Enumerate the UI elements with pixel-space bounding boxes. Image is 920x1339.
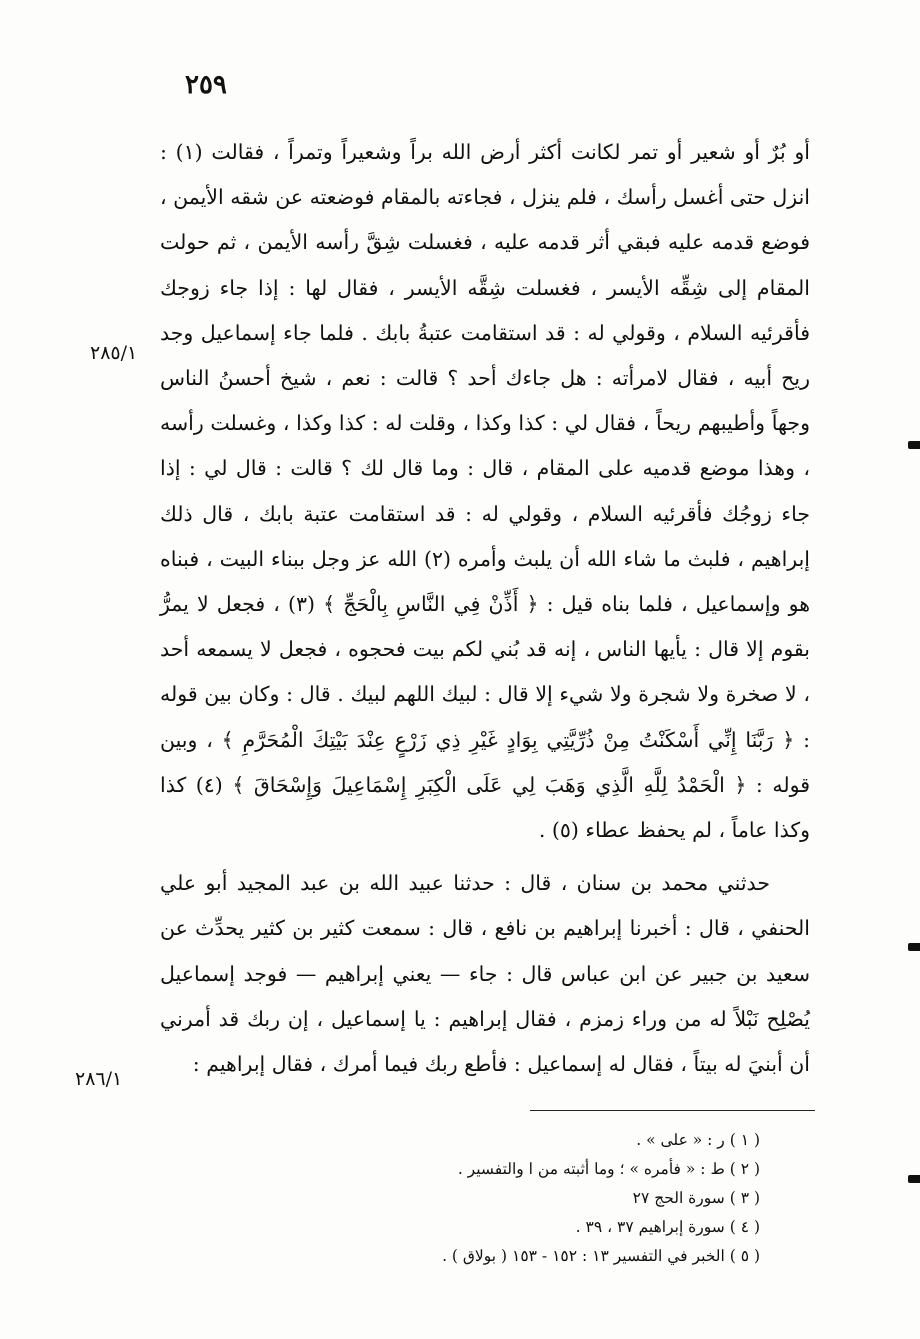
footnotes <box>360 1126 760 1271</box>
main-text <box>160 130 810 1087</box>
footnote: ( ١ ) ر : « على » . <box>636 1131 760 1149</box>
page-number: ٢٥٩ <box>185 70 227 100</box>
footnote: ( ٥ ) الخبر في التفسير ١٣ : ١٥٢ - ١٥٣ ( بولاق ) . <box>442 1247 760 1265</box>
footnote: ( ٣ ) سورة الحج ٢٧ <box>632 1189 760 1207</box>
edge-mark <box>908 1175 920 1183</box>
margin-reference: ٢٨٥/١ <box>90 342 138 364</box>
footnote: ( ٢ ) ط : « فأمره » ؛ وما أثبته من ا والتفسير . <box>457 1160 760 1178</box>
footnote: ( ٤ ) سورة إبراهيم ٣٧ ، ٣٩ . <box>575 1218 760 1236</box>
paragraph: أو بُرٌ أو شعير أو تمر لكانت أكثر أرض الله براً وشعيراً وتمراً ، فقالت (١) : انزل حتى أغسل رأسك ، فلم ينزل ، فجاءته بالمقام فوضعته عن شقه الأيمن ، فوضع قدمه عليه فبقي أثر قدمه عليه ، فغسلت شِقَّ رأسه الأيمن ، ثم حولت المقام إلى شِقِّه الأيسر ، فغسلت شِقَّه الأيسر ، فقال لها : إذا جاء زوجك فأقرئيه السلام ، وقولي له : قد استقامت عتبةُ بابك . فلما جاء إسماعيل وجد ريح أبيه ، فقال لامرأته : هل جاءك أحد ؟ قالت : نعم ، شيخ أحسنُ الناس وجهاً وأطيبهم ريحاً ، فقال لي : كذا وكذا ، وقلت له : كذا وكذا ، وغسلت رأسه ، وهذا موضع قدميه على المقام ، قال : وما قال لك ؟ قالت : قال لي : إذا جاء زوجُك فأقرئيه السلام ، وقولي له : قد استقامت عتبة بابك ، قال ذلك إبراهيم ، فلبث ما شاء الله أن يلبث وأمره (٢) الله عز وجل ببناء البيت ، فبناه هو وإسماعيل ، فلما بناه قيل : ﴿ أَذِّنْ فِي النَّاسِ بِالْحَجِّ ﴾ (٣) ، فجعل لا يمرُّ بقوم إلا قال : يأيها الناس ، إنه قد بُني لكم بيت فحجوه ، فجعل لا يسمعه أحد ، لا صخرة ولا شجرة ولا شيء إلا قال : لبيك اللهم لبيك . قال : وكان بين قوله : ﴿ رَبَّنَا إِنِّي أَسْكَنْتُ مِنْ ذُرِّيَّتِي بِوَادٍ غَيْرِ ذِي زَرْعٍ عِنْدَ بَيْتِكَ الْمُحَرَّمِ ﴾ ، وبين قوله : ﴿ الْحَمْدُ لِلَّهِ الَّذِي وَهَبَ لِي عَلَى الْكِبَرِ إِسْمَاعِيلَ وَإِسْحَاقَ ﴾ (٤) كذا وكذا عاماً ، لم يحفظ عطاء (٥) . <box>160 140 811 843</box>
margin-reference: ٢٨٦/١ <box>75 1068 123 1090</box>
paragraph: حدثني محمد بن سنان ، قال : حدثنا عبيد الله بن عبد المجيد أبو علي الحنفي ، قال : أخبرنا إبراهيم بن نافع ، قال : سمعت كثير بن كثير يحدِّث عن سعيد بن جبير عن ابن عباس قال : جاء — يعني إبراهيم — فوجد إسماعيل يُصْلِح نَبْلاً له من وراء زمزم ، فقال إبراهيم : يا إسماعيل ، إن ربك قد أمرني أن أبنيَ له بيتاً ، فقال له إسماعيل : فأطع ربك فيما أمرك ، فقال إبراهيم : <box>160 871 810 1077</box>
edge-mark <box>908 943 920 951</box>
footnote-divider <box>530 1110 815 1111</box>
edge-mark <box>908 441 920 449</box>
